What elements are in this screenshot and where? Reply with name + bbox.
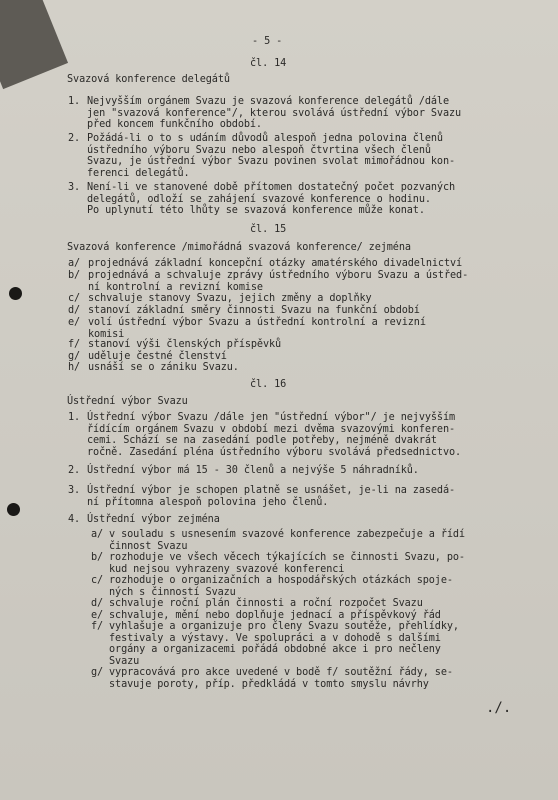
item-number: f/ xyxy=(68,339,81,350)
article-heading: čl. 14 xyxy=(250,58,287,69)
subitem-letter: g/ xyxy=(91,667,104,678)
subitem-text-line: v souladu s usnesením svazové konference zabezpečuje a řídí xyxy=(109,529,465,540)
item-number: 4. xyxy=(68,514,81,525)
subitem-text-line: Svazu xyxy=(109,655,140,667)
item-number: a/ xyxy=(68,258,81,269)
item-text-line: projednává a schvaluje zprávy ústředního výboru Svazu a ústřed- xyxy=(88,270,469,281)
article-heading: čl. 16 xyxy=(250,379,287,390)
subitem-letter: c/ xyxy=(91,575,104,586)
item-text-line: ferenci delegátů. xyxy=(87,167,190,179)
item-text-line: Ústřední výbor je schopen platně se usnášet, je-li na zasedá- xyxy=(87,485,456,496)
item-text-line: Ústřední výbor zejména xyxy=(87,514,220,525)
item-text-line: projednává základní koncepční otázky amatérského divadelnictví xyxy=(88,258,463,269)
article-heading: čl. 15 xyxy=(250,224,287,235)
subitem-text-line: orgány a organizacemi pořádá obdobné akce i pro nečleny xyxy=(109,644,441,655)
item-text-line: usnáší se o zániku Svazu. xyxy=(88,362,239,373)
item-text-line: Po uplynutí této lhůty se svazová konference může konat. xyxy=(87,205,425,216)
subitem-text-line: schvaluje, mění nebo doplňuje jednací a příspěvkový řád xyxy=(109,610,441,621)
item-text-line: uděluje čestné členství xyxy=(88,351,227,362)
article-title: Svazová konference delegátů xyxy=(67,74,230,85)
item-text-line: Není-li ve stanovené době přítomen dostatečný počet pozvaných xyxy=(87,182,456,193)
item-number: b/ xyxy=(68,270,81,281)
subitem-letter: e/ xyxy=(91,610,104,621)
item-text-line: Svazu, je ústřední výbor Svazu povinen svolat mimořádnou kon- xyxy=(87,156,456,167)
item-text-line: před koncem funkčního období. xyxy=(87,119,262,130)
subitem-text-line: rozhoduje o organizačních a hospodářských otázkách spoje- xyxy=(109,575,453,586)
item-text-line: jen "svazová konference"/, kterou svolává ústřední výbor Svazu xyxy=(87,107,462,119)
item-number: d/ xyxy=(68,305,81,316)
item-text-line: cemi. Schází se na zasedání podle potřeby, nejméně dvakrát xyxy=(87,435,437,446)
item-text-line: Ústřední výbor má 15 - 30 členů a nejvýše 5 náhradníků. xyxy=(87,465,419,476)
item-number: g/ xyxy=(68,351,81,362)
item-text-line: stanoví výši členských příspěvků xyxy=(88,339,282,350)
page-number: - 5 - xyxy=(252,36,283,47)
item-text-line: stanoví základní směry činnosti Svazu na funkční období xyxy=(88,305,420,316)
item-number: c/ xyxy=(68,293,81,304)
subitem-text-line: schvaluje roční plán činnosti a roční rozpočet Svazu xyxy=(109,598,423,609)
article-title: Svazová konference /mimořádná svazová konference/ zejména xyxy=(67,242,411,253)
item-text-line: ní přítomna alespoň polovina jeho členů. xyxy=(87,496,329,508)
subitem-letter: d/ xyxy=(91,598,104,609)
item-number: 2. xyxy=(68,465,81,476)
item-text-line: ústředního výboru Svazu nebo alespoň čtvrtina všech členů xyxy=(87,144,431,156)
item-text-line: Ústřední výbor Svazu /dále jen "ústřední výbor"/ je nejvyšším xyxy=(87,412,456,423)
item-text-line: Nejvyšším orgánem Svazu je svazová konference delegátů /dále xyxy=(87,96,450,107)
subitem-text-line: vypracovává pro akce uvedené v bodě f/ soutěžní řády, se- xyxy=(109,667,453,678)
item-number: 3. xyxy=(68,485,81,496)
item-number: 3. xyxy=(68,182,81,193)
item-text-line: schvaluje stanovy Svazu, jejich změny a doplňky xyxy=(88,293,372,304)
item-text-line: komisi xyxy=(88,328,125,340)
subitem-text-line: rozhoduje ve všech věcech týkajících se činnosti Svazu, po- xyxy=(109,552,465,563)
subitem-text-line: vyhlašuje a organizuje pro členy Svazu soutěže, přehlídky, xyxy=(109,621,459,632)
item-number: 1. xyxy=(68,96,81,107)
item-text-line: ní kontrolní a revizní komise xyxy=(88,281,263,293)
subitem-text-line: kud nejsou vyhrazeny svazové konferenci xyxy=(109,563,345,575)
item-number: e/ xyxy=(68,317,81,328)
subitem-text-line: stavuje poroty, příp. předkládá v tomto smyslu návrhy xyxy=(109,678,429,690)
subitem-letter: a/ xyxy=(91,529,104,540)
subitem-text-line: festivaly a výstavy. Ve spolupráci a v dohodě s dalšími xyxy=(109,632,441,644)
item-text-line: delegátů, odloží se zahájení svazové konference o hodinu. xyxy=(87,193,431,205)
continuation-mark: ./. xyxy=(486,700,512,716)
item-number: 2. xyxy=(68,133,81,144)
item-text-line: ročně. Zasedání pléna ústředního výboru svolává předsednictvo. xyxy=(87,446,462,458)
item-number: h/ xyxy=(68,362,81,373)
item-text-line: volí ústřední výbor Svazu a ústřední kontrolní a revizní xyxy=(88,317,426,328)
article-title: Ústřední výbor Svazu xyxy=(67,396,188,407)
subitem-text-line: ných s činností Svazu xyxy=(109,586,236,598)
subitem-letter: b/ xyxy=(91,552,104,563)
item-text-line: řídícím orgánem Svazu v období mezi dvěma svazovými konferen- xyxy=(87,423,456,435)
item-number: 1. xyxy=(68,412,81,423)
item-text-line: Požádá-li o to s udáním důvodů alespoň jedna polovina členů xyxy=(87,133,443,144)
subitem-letter: f/ xyxy=(91,621,104,632)
subitem-text-line: činnost Svazu xyxy=(109,540,188,552)
